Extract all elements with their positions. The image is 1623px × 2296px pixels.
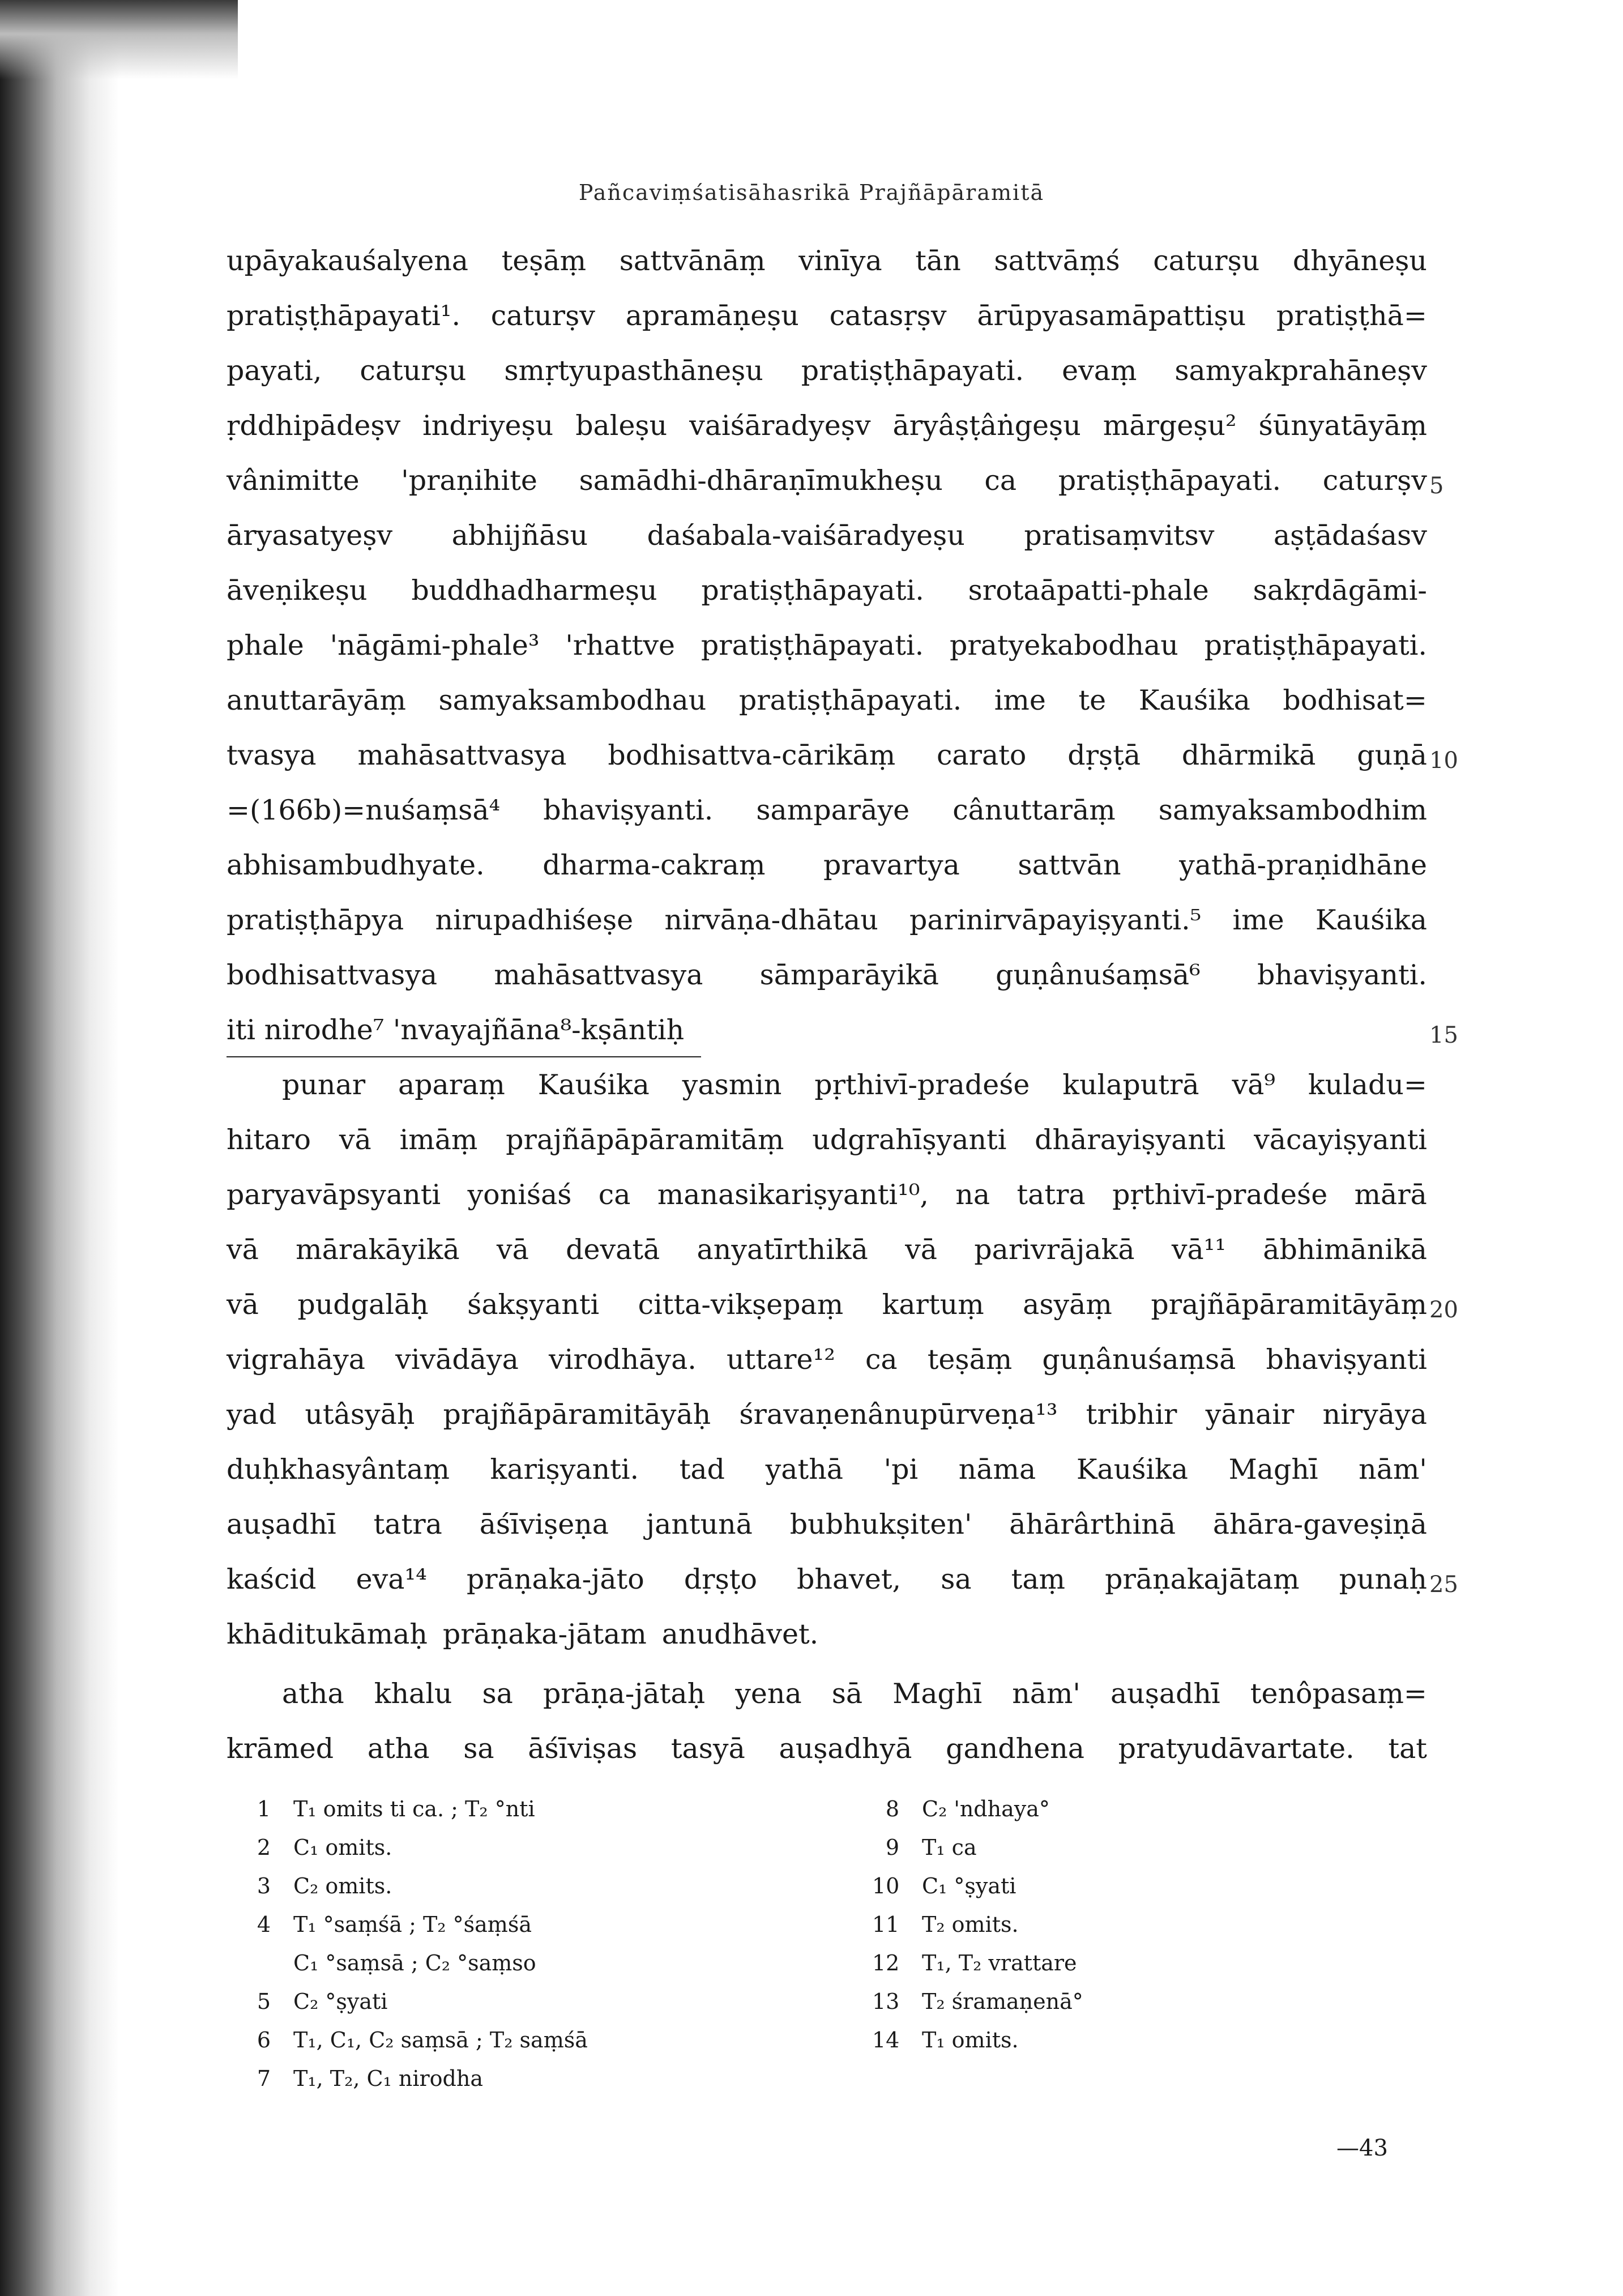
footnote-number: 14 (872, 2028, 900, 2052)
footnote-text: T₂ omits. (922, 1912, 1019, 1937)
word: mahāsattvasya (494, 959, 703, 991)
word: bhaviṣyanti (1266, 1343, 1427, 1376)
word: vaiśāradyeṣv (689, 409, 871, 442)
footnote-text: C₂ omits. (293, 1873, 392, 1898)
word: mārakāyikā (296, 1234, 460, 1266)
word: aṣṭādaśasv (1273, 519, 1427, 552)
text-line (227, 1167, 1427, 1222)
binding-shadow (0, 0, 119, 2296)
word: sa (463, 1732, 494, 1765)
footnote (872, 1944, 1083, 1982)
word: sattvāṃś (994, 245, 1120, 277)
word: anyatīrthikā (697, 1234, 868, 1266)
word: prāṇaka-jāto (466, 1563, 644, 1595)
word: teṣāṃ (501, 245, 587, 277)
word: atha (282, 1678, 344, 1710)
word: sattvānāṃ (619, 245, 766, 277)
word: anudhāvet. (661, 1618, 819, 1650)
word: phale (227, 629, 304, 662)
text-line (227, 288, 1427, 343)
section-colophon (227, 1002, 701, 1057)
word: virodhāya. (548, 1343, 697, 1376)
footnote-number: 5 (257, 1989, 271, 2014)
word: guṇā (1357, 739, 1427, 771)
word: Maghī (892, 1678, 983, 1710)
text-line (227, 1332, 1427, 1387)
line-number: 20 (1429, 1297, 1458, 1323)
word: jantunā (646, 1508, 753, 1540)
word: baleṣu (575, 409, 668, 442)
footnote-text: C₂ 'ndhaya° (922, 1796, 1050, 1821)
footnote-number: 4 (257, 1912, 271, 1937)
word: tribhir (1086, 1398, 1177, 1431)
text-line (227, 948, 1427, 1002)
word: tad (679, 1453, 725, 1486)
word: ime (994, 684, 1046, 716)
text-line (227, 1387, 1427, 1442)
text-line (227, 1721, 1427, 1776)
word: abhijñāsu (451, 519, 588, 552)
word: vā (905, 1234, 937, 1266)
word: vā¹¹ (1171, 1234, 1227, 1266)
word: dhārmikā (1181, 739, 1316, 771)
word: vā (227, 1288, 259, 1321)
word: ca (598, 1179, 631, 1211)
word: vânimitte (227, 464, 360, 497)
text-line (227, 838, 1427, 893)
word: tat (1388, 1732, 1427, 1765)
word: aparaṃ (398, 1069, 505, 1101)
word: teṣāṃ (927, 1343, 1013, 1376)
word: 'praṇihite (401, 464, 537, 497)
footnote (244, 2059, 588, 2098)
word: prāṇakajātaṃ (1105, 1563, 1300, 1595)
word: daśabala-vaiśāradyeṣu (647, 519, 965, 552)
word: prajñāpāpāramitāṃ (506, 1124, 784, 1156)
word: pratiṣṭhā= (1276, 300, 1427, 332)
footnote (244, 1828, 588, 1867)
word: khalu (374, 1678, 452, 1710)
text-line (227, 1497, 1427, 1552)
text-line (227, 233, 1427, 288)
word: pratyudāvartate. (1118, 1732, 1355, 1765)
word: nirvāṇa-dhātau (664, 904, 878, 936)
text-line (227, 1002, 1458, 1057)
text-line (227, 783, 1427, 838)
word: yathā-praṇidhāne (1179, 849, 1427, 881)
word: samparāye (756, 794, 910, 826)
word: āhārârthinā (1009, 1508, 1176, 1540)
word: punar (282, 1069, 366, 1101)
word: śravaṇenânupūrveṇa¹³ (739, 1398, 1058, 1431)
word: parinirvāpayiṣyanti.⁵ (909, 904, 1202, 936)
word: ime (1232, 904, 1284, 936)
word: punaḥ (1339, 1563, 1427, 1595)
word: anuttarāyāṃ (227, 684, 406, 716)
text-line (227, 563, 1427, 618)
line-number: 25 (1429, 1572, 1458, 1598)
word: āśīviṣeṇa (479, 1508, 609, 1540)
footnote-number: 8 (885, 1796, 899, 1821)
word: imāṃ (399, 1124, 478, 1156)
word: evaṃ (1062, 355, 1137, 387)
word: prāṇa-jātaḥ (543, 1678, 706, 1710)
footnote-number: 11 (872, 1912, 900, 1937)
text-line (227, 398, 1427, 453)
word: krāmed (227, 1732, 334, 1765)
word: parivrājakā (974, 1234, 1135, 1266)
footnote-number: 10 (872, 1873, 900, 1898)
word: yena (735, 1678, 802, 1710)
word: uttare¹² (726, 1343, 835, 1376)
word: śakṣyanti (467, 1288, 600, 1321)
word: cânuttarāṃ (953, 794, 1116, 826)
word: udgrahīṣyanti (812, 1124, 1007, 1156)
word: vā⁹ (1232, 1069, 1276, 1101)
text-line (227, 1442, 1427, 1497)
word: manasikariṣyanti¹⁰, (657, 1179, 929, 1211)
word: abhisambudhyate. (227, 849, 485, 881)
word: tatra (373, 1508, 442, 1540)
text-line (227, 618, 1427, 673)
word: kariṣyanti. (490, 1453, 639, 1486)
footnote (872, 1790, 1083, 1828)
word: sakṛdāgāmi- (1253, 574, 1427, 607)
word: kuladu= (1308, 1069, 1427, 1101)
word: carato (936, 739, 1027, 771)
word: ārūpyasamāpattiṣu (977, 300, 1246, 332)
word: auṣadhī (227, 1508, 336, 1540)
word: bodhisattvasya (227, 959, 438, 991)
text-line (227, 508, 1427, 563)
footnote-text: C₁ °ṣyati (922, 1873, 1016, 1898)
footnote-text: C₂ °ṣyati (293, 1989, 388, 2014)
word: pratyekabodhau (949, 629, 1178, 662)
word: apramāṇeṣu (625, 300, 799, 332)
word: bodhisat= (1283, 684, 1427, 716)
word: pratiṣṭhāpayati. (1058, 464, 1282, 497)
footnote (872, 1982, 1083, 2021)
word: bhaviṣyanti. (543, 794, 714, 826)
word: yasmin (682, 1069, 782, 1101)
word: taṃ (1011, 1563, 1066, 1595)
word: smṛtyupasthāneṣu (504, 355, 763, 387)
word: samādhi-dhāraṇīmukheṣu (579, 464, 943, 497)
text-line (227, 893, 1427, 948)
word: kaścid (227, 1563, 317, 1595)
word: payati, (227, 355, 322, 387)
word: vā (227, 1234, 259, 1266)
word: caturṣv (490, 300, 595, 332)
footnote (872, 1905, 1083, 1944)
word: pudgalāḥ (297, 1288, 429, 1321)
word: na (955, 1179, 990, 1211)
word: prāṇaka-jātam (442, 1618, 647, 1650)
footnote-text: C₁ omits. (293, 1835, 392, 1860)
footnote-text: C₁ °saṃsā ; C₂ °saṃso (293, 1951, 536, 1975)
word: mārā (1354, 1179, 1427, 1211)
word: Kauśika (1315, 904, 1427, 936)
word: vā (339, 1124, 371, 1156)
footnote-text: T₂ śramaṇenā° (922, 1989, 1083, 2014)
footnote-text: T₁, C₁, C₂ saṃsā ; T₂ saṃśā (293, 2028, 588, 2052)
word: pratisaṃvitsv (1024, 519, 1215, 552)
word: dṛṣṭā (1067, 739, 1141, 771)
word: bhaviṣyanti. (1257, 959, 1427, 991)
word: 'rhattve (565, 629, 676, 662)
footnote (244, 1982, 588, 2021)
word: duḥkhasyântaṃ (227, 1453, 450, 1486)
word: iti nirodhe⁷ 'nvayajñāna⁸-kṣāntiḥ (227, 1014, 685, 1046)
text-line (227, 728, 1458, 783)
footnote-text: T₁ omits. (922, 2028, 1019, 2052)
word: dṛṣṭo (684, 1563, 757, 1595)
word: tasyā (670, 1732, 745, 1765)
word: āśīviṣas (528, 1732, 638, 1765)
word: āhāra-gaveṣiṇā (1212, 1508, 1427, 1540)
text-line (227, 1057, 1427, 1112)
word: samyaksambodhim (1158, 794, 1427, 826)
word: samyaksambodhau (438, 684, 707, 716)
word: te (1078, 684, 1107, 716)
word: vācayiṣyanti (1254, 1124, 1427, 1156)
word: āveṇikeṣu (227, 574, 368, 607)
word: bodhisattva-cārikāṃ (608, 739, 896, 771)
main-text (227, 233, 1458, 1776)
footnote-number: 9 (885, 1835, 899, 1860)
word: sa (941, 1563, 972, 1595)
word: āryâṣṭâṅgeṣu (892, 409, 1081, 442)
word: 'nāgāmi-phale³ (330, 629, 540, 662)
word: pratiṣṭhāpayati¹. (227, 300, 461, 332)
word: utâsyāḥ (305, 1398, 415, 1431)
footnote-text: T₁ omits ti ca. ; T₂ °nti (293, 1796, 535, 1821)
footnote-number: 1 (257, 1796, 271, 1821)
text-line (227, 1607, 1427, 1662)
footnote-number: 2 (257, 1835, 271, 1860)
word: niryāya (1322, 1398, 1427, 1431)
footnote (244, 1867, 588, 1905)
text-line (227, 1552, 1458, 1607)
word: pratiṣṭhāpayati. (738, 684, 962, 716)
word: yathā (765, 1453, 843, 1486)
word: ṛddhipādeṣv (227, 409, 401, 442)
word: Kauśika (1076, 1453, 1188, 1486)
word: yānair (1205, 1398, 1295, 1431)
word: prajñāpāramitāyāḥ (443, 1398, 711, 1431)
word: nirupadhiśeṣe (435, 904, 634, 936)
word: pṛthivī-pradeśe (1112, 1179, 1328, 1211)
line-number: 10 (1429, 748, 1458, 774)
word: auṣadhī (1110, 1678, 1220, 1710)
word: guṇânuśaṃsā⁶ (996, 959, 1201, 991)
word: āryasatyeṣv (227, 519, 393, 552)
word: prajñāpāramitāyāṃ (1151, 1288, 1427, 1321)
word: sāmparāyikā (759, 959, 939, 991)
word: śūnyatāyāṃ (1258, 409, 1427, 442)
word: pṛthivī-pradeśe (814, 1069, 1030, 1101)
word: Kauśika (1138, 684, 1250, 716)
word: nāma (958, 1453, 1036, 1486)
word: atha (367, 1732, 430, 1765)
footnote-number: 7 (257, 2066, 271, 2091)
page-number: —43 (1336, 2135, 1388, 2161)
line-number: 15 (1429, 1022, 1458, 1048)
word: kulaputrā (1062, 1069, 1199, 1101)
text-line (227, 453, 1444, 508)
word: yoniśaś (467, 1179, 572, 1211)
word: nām' (1012, 1678, 1080, 1710)
word: caturṣu (1153, 245, 1260, 277)
word: guṇânuśaṃsā (1042, 1343, 1236, 1376)
word: tān (915, 245, 961, 277)
word: vinīya (798, 245, 882, 277)
word: srotaāpatti-phale (968, 574, 1209, 607)
text-line (227, 673, 1427, 728)
word: dharma-cakraṃ (543, 849, 766, 881)
word: mārgeṣu² (1103, 409, 1237, 442)
word: gandhena (946, 1732, 1084, 1765)
word: pratiṣṭhāpayati. (701, 629, 924, 662)
word: samyakprahāneṣv (1174, 355, 1427, 387)
word: ābhimānikā (1263, 1234, 1427, 1266)
word: caturṣv (1322, 464, 1427, 497)
word: =(166b)=nuśaṃsā⁴ (227, 794, 501, 826)
word: tatra (1016, 1179, 1086, 1211)
footnote (872, 1867, 1083, 1905)
word: pratiṣṭhāpayati. (801, 355, 1024, 387)
footnote-text: T₁, T₂, C₁ nirodha (293, 2066, 483, 2091)
text-line (227, 1277, 1458, 1332)
word: sattvān (1018, 849, 1121, 881)
running-head: Pañcaviṃśatisāhasrikā Prajñāpāramitā (578, 180, 1045, 205)
word: kartuṃ (882, 1288, 984, 1321)
word: Maghī (1228, 1453, 1318, 1486)
word: mahāsattvasya (357, 739, 567, 771)
text-line (227, 1112, 1427, 1167)
word: pratiṣṭhāpayati. (701, 574, 924, 607)
word: hitaro (227, 1124, 311, 1156)
word: upāyakauśalyena (227, 245, 468, 277)
word: pratiṣṭhāpya (227, 904, 404, 936)
word: vivādāya (395, 1343, 519, 1376)
footnote (872, 1828, 1083, 1867)
text-line (227, 1222, 1427, 1277)
word: sa (482, 1678, 513, 1710)
line-number: 5 (1429, 473, 1444, 499)
word: 'pi (883, 1453, 919, 1486)
footnote-text: T₁ ca (922, 1835, 977, 1860)
footnote-text: T₁ °saṃśā ; T₂ °śaṃśā (293, 1912, 532, 1937)
footnote (244, 1944, 588, 1982)
word: pravartya (823, 849, 960, 881)
word: indriyeṣu (422, 409, 554, 442)
word: citta-vikṣepaṃ (638, 1288, 844, 1321)
footnote (244, 2021, 588, 2059)
word: Kauśika (537, 1069, 650, 1101)
text-line (227, 1666, 1427, 1721)
word: dhārayiṣyanti (1035, 1124, 1226, 1156)
word: bhavet, (797, 1563, 902, 1595)
word: paryavāpsyanti (227, 1179, 441, 1211)
word: ca (984, 464, 1017, 497)
word: ca (865, 1343, 898, 1376)
word: nām' (1359, 1453, 1427, 1486)
footnote (872, 2021, 1083, 2059)
word: tvasya (227, 739, 317, 771)
word: dhyāneṣu (1292, 245, 1427, 277)
word: caturṣu (360, 355, 467, 387)
footnote-text: T₁, T₂ vrattare (922, 1951, 1077, 1975)
footnote (244, 1790, 588, 1828)
word: eva¹⁴ (356, 1563, 427, 1595)
word: pratiṣṭhāpayati. (1204, 629, 1427, 662)
word: vā (496, 1234, 529, 1266)
footnote-number: 3 (257, 1873, 271, 1898)
footnote-number: 6 (257, 2028, 271, 2052)
word: vigrahāya (227, 1343, 366, 1376)
word: tenôpasaṃ= (1250, 1678, 1427, 1710)
word: catasṛṣv (829, 300, 947, 332)
footnotes-right (872, 1790, 1083, 2059)
footnotes-left (244, 1790, 588, 2098)
word: asyāṃ (1023, 1288, 1112, 1321)
scan-shadow-top (0, 0, 238, 79)
word: yad (227, 1398, 277, 1431)
word: auṣadhyā (779, 1732, 912, 1765)
footnote-number: 13 (872, 1989, 900, 2014)
word: bubhukṣiten' (789, 1508, 972, 1540)
word: khāditukāmaḥ (227, 1618, 428, 1650)
word: sā (831, 1678, 863, 1710)
footnote-number: 12 (872, 1951, 900, 1975)
word: buddhadharmeṣu (411, 574, 657, 607)
text-line (227, 343, 1427, 398)
footnote (244, 1905, 588, 1944)
word: devatā (566, 1234, 660, 1266)
